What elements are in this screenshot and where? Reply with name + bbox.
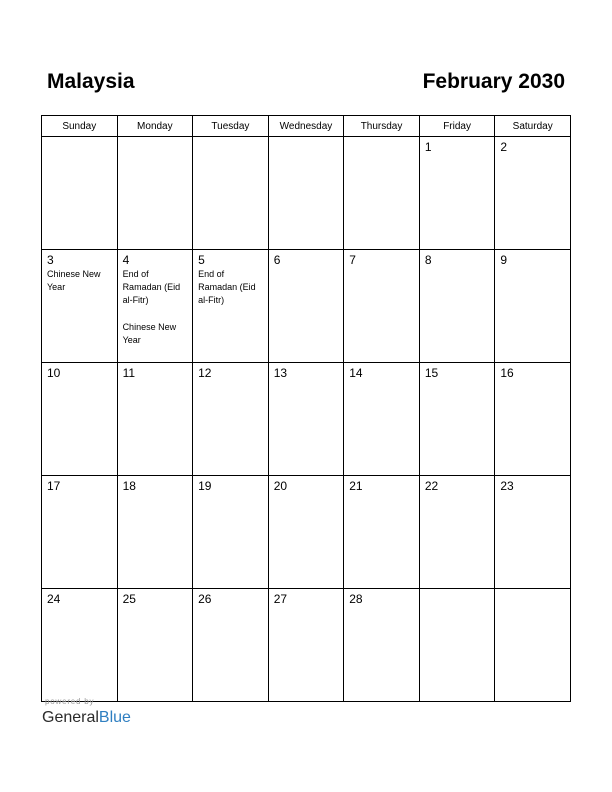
day-number: 16: [500, 366, 514, 380]
week-row: [42, 363, 571, 476]
day-cell: [117, 250, 193, 363]
day-cell: [42, 476, 118, 589]
day-number: 24: [47, 592, 61, 606]
day-number: 15: [424, 366, 439, 380]
day-cell: [495, 476, 571, 589]
day-cell: [193, 476, 269, 589]
empty-day-cell: [193, 137, 269, 250]
holiday-event: End of Ramadan (Eid al-Fitr): [198, 269, 256, 305]
day-cell: [344, 476, 420, 589]
week-row: [42, 589, 571, 702]
day-number: 19: [198, 479, 212, 493]
empty-day-cell: [268, 137, 344, 250]
footer-branding: [42, 697, 131, 728]
day-cell: [268, 250, 344, 363]
weekday-thursday: Thursday: [344, 116, 420, 137]
week-row: [42, 250, 571, 363]
month-title: February 2030: [422, 70, 565, 93]
day-number: 4: [122, 253, 130, 267]
day-cell: [42, 363, 118, 476]
weekday-wednesday: Wednesday: [268, 116, 344, 137]
day-number: 7: [349, 253, 356, 267]
day-cell: [419, 137, 495, 250]
holiday-event: Chinese New Year: [47, 269, 101, 292]
powered-by-text: powered by: [45, 697, 95, 706]
day-cell: [117, 363, 193, 476]
week-row: [42, 476, 571, 589]
day-cell: [495, 250, 571, 363]
empty-day-cell: [117, 137, 193, 250]
day-number: 8: [424, 253, 432, 267]
day-number: 17: [47, 479, 61, 493]
day-cell: [495, 363, 571, 476]
day-number: 1: [424, 140, 432, 154]
weekday-saturday: Saturday: [495, 116, 571, 137]
day-number: 28: [349, 592, 363, 606]
day-cell: [344, 363, 420, 476]
day-number: 18: [122, 479, 136, 493]
day-number: 21: [349, 479, 363, 493]
day-cell: [193, 589, 269, 702]
day-cell: [42, 589, 118, 702]
calendar-grid: [41, 115, 571, 702]
holiday-event: Chinese New Year: [122, 322, 177, 345]
day-number: 26: [198, 592, 212, 606]
weekday-friday: Friday: [419, 116, 495, 137]
country-title: Malaysia: [47, 70, 135, 93]
day-cell: [495, 137, 571, 250]
empty-day-cell: [495, 589, 571, 702]
day-number: 12: [198, 366, 212, 380]
week-row: [42, 137, 571, 250]
day-number: 25: [122, 592, 136, 606]
day-cell: [117, 589, 193, 702]
day-number: 11: [122, 366, 136, 380]
weekday-monday: Monday: [117, 116, 193, 137]
day-cell: [268, 476, 344, 589]
day-cell: [268, 589, 344, 702]
day-number: 5: [198, 253, 205, 267]
day-cell: [193, 363, 269, 476]
day-cell: [344, 250, 420, 363]
day-number: 6: [273, 253, 281, 267]
day-number: 23: [500, 479, 514, 493]
day-cell: [117, 476, 193, 589]
day-number: 13: [273, 366, 288, 380]
brand-logo-part1: General: [42, 709, 99, 726]
day-cell: [193, 250, 269, 363]
day-number: 9: [500, 253, 508, 267]
day-number: 27: [273, 592, 288, 606]
day-number: 3: [47, 253, 54, 267]
day-cell: [419, 250, 495, 363]
day-number: 10: [47, 366, 61, 380]
weekday-header-row: [42, 116, 571, 137]
empty-day-cell: [419, 589, 495, 702]
calendar-header: [41, 70, 571, 100]
day-number: 20: [273, 479, 288, 493]
weekday-sunday: Sunday: [42, 116, 118, 137]
day-number: 14: [349, 366, 363, 380]
holiday-event: End of Ramadan (Eid al-Fitr): [122, 269, 181, 305]
day-cell: [268, 363, 344, 476]
day-cell: [344, 589, 420, 702]
empty-day-cell: [344, 137, 420, 250]
empty-day-cell: [42, 137, 118, 250]
brand-logo-part2: Blue: [98, 709, 131, 726]
weekday-tuesday: Tuesday: [193, 116, 269, 137]
day-cell: [42, 250, 118, 363]
day-number: 2: [500, 140, 508, 154]
brand-logo: [42, 708, 131, 728]
day-cell: [419, 476, 495, 589]
day-number: 22: [424, 479, 439, 493]
day-cell: [419, 363, 495, 476]
calendar-body: [42, 137, 571, 702]
